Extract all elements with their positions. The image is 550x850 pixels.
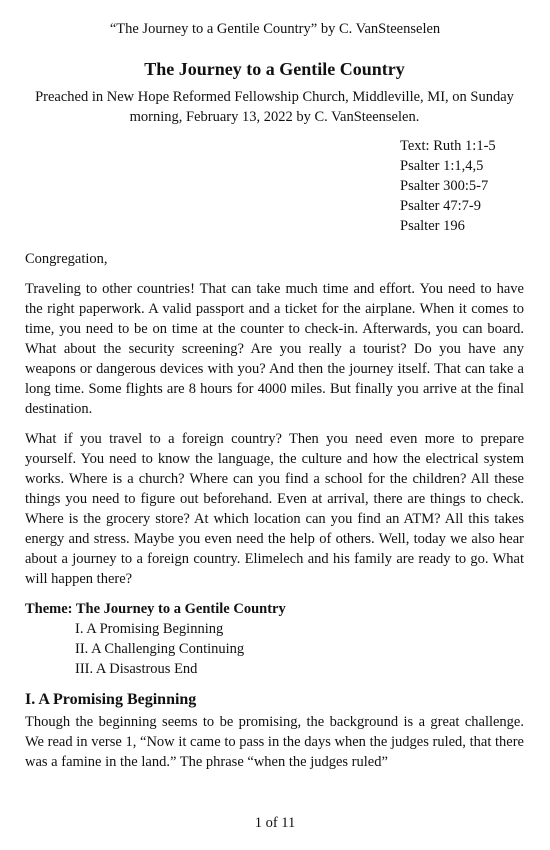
preached-note: Preached in New Hope Reformed Fellowship Church, Middleville, MI, on Sunday morning, February 13, 2022 by C. VanSteenselen. [35, 89, 514, 125]
salutation: Congregation, [25, 251, 108, 267]
psalter-reference: Psalter 300:5-7 [400, 178, 489, 194]
page-content [25, 58, 524, 782]
psalter-reference: Psalter 1:1,4,5 [400, 158, 484, 174]
theme-outline [75, 619, 524, 679]
psalter-reference: Psalter 196 [400, 218, 465, 234]
page-number: 1 of 11 [254, 815, 296, 831]
outline-point: III. A Disastrous End [75, 661, 198, 677]
theme-label: Theme: The Journey to a Gentile Country [25, 601, 286, 617]
section-heading: I. A Promising Beginning [25, 691, 197, 708]
outline-point: I. A Promising Beginning [75, 621, 224, 637]
section-paragraph: Though the beginning seems to be promising, the background is a great challenge. We read in verse 1, “Now it came to pass in the days when the judges ruled, that there was a famine in the land.” The phrase “when the judges ruled” [25, 714, 524, 770]
text-reference: Text: Ruth 1:1-5 [400, 138, 496, 154]
intro-paragraph: What if you travel to a foreign country? Then you need even more to prepare yourself. You need to know the language, the culture and how the electrical system works. Where is a church? Where can you find a school for the children? All these things you need to figure out beforehand. Even at arrival, there are things to check. Where is the grocery store? At which location can you find an ATM? All this takes energy and stress. Maybe you even need the help of others. Well, today we also hear about a journey to a foreign country. Elimelech and his family are ready to go. What will happen there? [25, 431, 524, 587]
sermon-title: The Journey to a Gentile Country [144, 59, 405, 79]
intro-paragraph: Traveling to other countries! That can take much time and effort. You need to have the right paperwork. A valid passport and a ticket for the airplane. When it comes to time, you need to be on time at the counter to check-in. Afterwards, you can board. What about the security screening? Are you really a tourist? Do you have any weapons or dangerous devices with you? And then the journey itself. That can take a long time. Some flights are 8 hours for 4000 miles. But finally you arrive at the final destination. [25, 281, 524, 417]
outline-point: II. A Challenging Continuing [75, 641, 245, 657]
scripture-references [400, 136, 524, 236]
running-header: “The Journey to a Gentile Country” by C. VanSteenselen [109, 21, 441, 37]
psalter-reference: Psalter 47:7-9 [400, 198, 481, 214]
